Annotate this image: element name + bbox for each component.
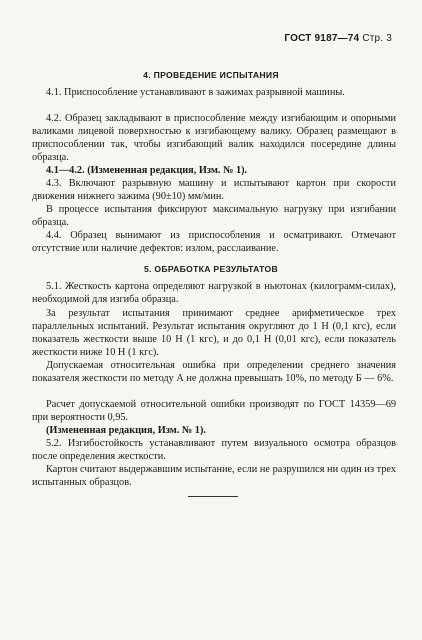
end-divider: [188, 496, 238, 497]
page-header: [284, 33, 392, 44]
paragraph-5-1-result: За результат испытания принимают среднее арифметическое трех параллельных испытаний. Результат испытания округляют до 1 Н (0,1 кгс), если показатель жесткости выше 10 Н (1 кгс), и до 0,1 Н (0,01 кгс), если показатель жесткости ниже 10 Н (1 кгс).: [32, 308, 396, 358]
paragraph-4-4: 4.4. Образец вынимают из приспособления и осматривают. Отмечают отсутствие или наличие дефектов: излом, расслаивание.: [32, 230, 396, 254]
page-number: Стр. 3: [362, 33, 392, 44]
paragraph-4-3: 4.3. Включают разрывную машину и испытывают картон при скорости движения нижнего зажима (90±10) мм/мин.: [32, 178, 396, 202]
standard-number: ГОСТ 9187—74: [284, 33, 360, 44]
section-5-title: 5. ОБРАБОТКА РЕЗУЛЬТАТОВ: [143, 264, 279, 274]
paragraph-4-3-load: В процессе испытания фиксируют максимальную нагрузку при изгибании образца.: [32, 204, 396, 228]
paragraph-4-1: 4.1. Приспособление устанавливают в зажимах разрывной машины.: [46, 87, 345, 98]
amendment-note-5: (Измененная редакция, Изм. № 1).: [46, 425, 206, 436]
paragraph-5-1-calc: Расчет допускаемой относительной ошибки производят по ГОСТ 14359—69 при вероятности 0,95.: [32, 399, 396, 423]
paragraph-5-2-criterion: Картон считают выдержавшим испытание, если не разрушился ни один из трех испытанных образцов.: [32, 464, 396, 488]
paragraph-5-2: 5.2. Изгибостойкость устанавливают путем визуального осмотра образцов после определения жесткости.: [32, 438, 396, 462]
paragraph-5-1-error: Допускаемая относительная ошибка при определении среднего значения показателя жесткости по методу А не должна превышать 10%, по методу Б — 6%.: [32, 360, 396, 384]
paragraph-4-2: 4.2. Образец закладывают в приспособление между изгибающим и опорными валиками лицевой поверхностью к изгибающему валику. Образец размещают в приспособлении так, чтобы изгибающий валик находился посередине длины образца.: [32, 113, 396, 163]
paragraph-5-1: 5.1. Жесткость картона определяют нагрузкой в ньютонах (килограмм-силах), необходимой для изгиба образца.: [32, 281, 396, 305]
amendment-note-4: 4.1—4.2. (Измененная редакция, Изм. № 1).: [46, 165, 248, 176]
section-4-title: 4. ПРОВЕДЕНИЕ ИСПЫТАНИЯ: [143, 70, 279, 80]
